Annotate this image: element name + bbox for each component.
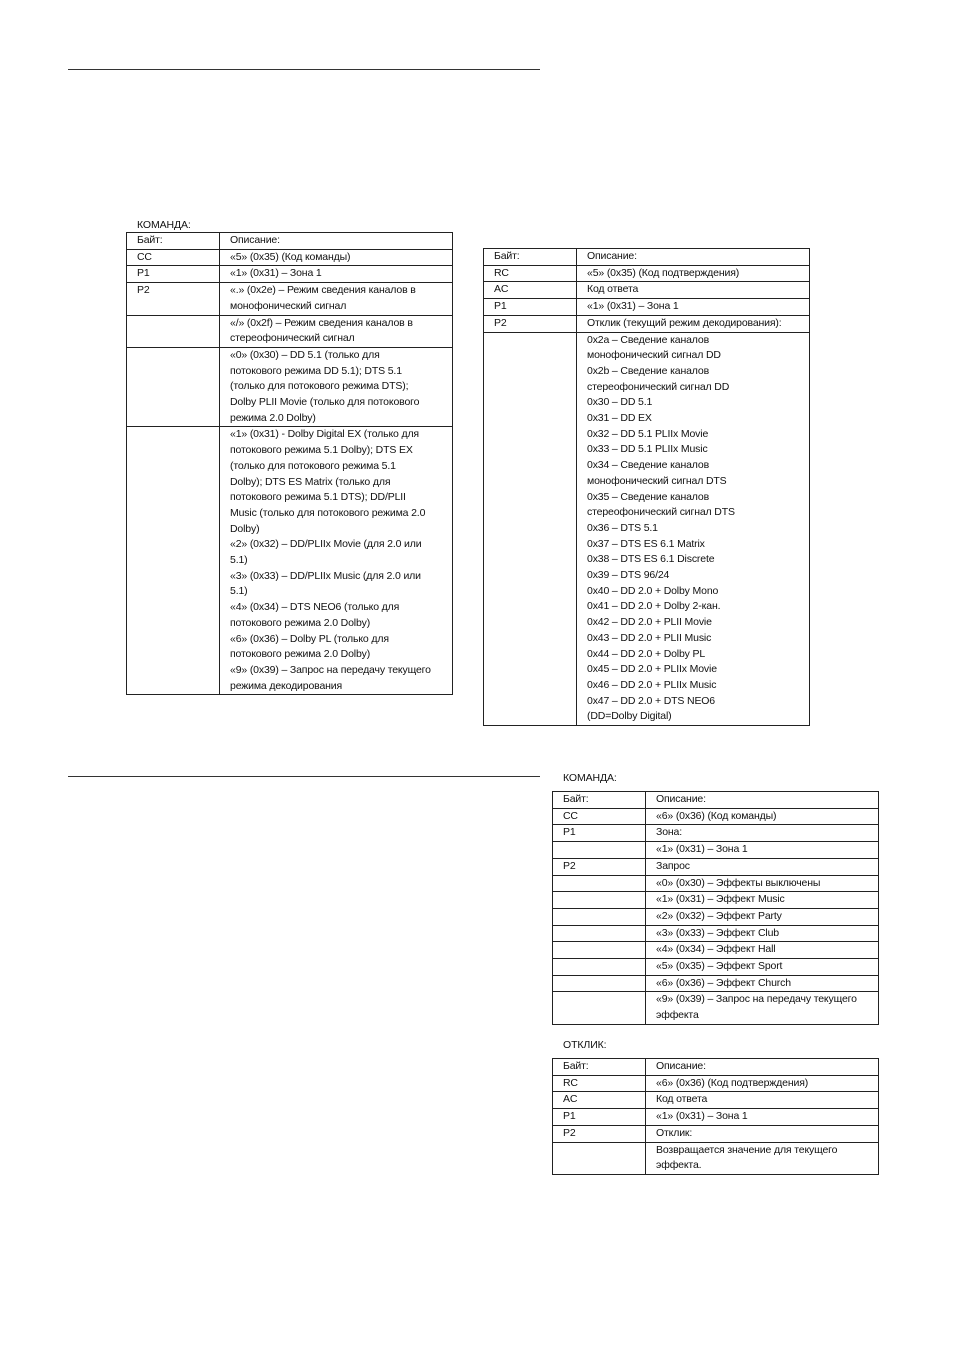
byte-cell: P1 [553, 1109, 646, 1126]
byte-cell [553, 1142, 646, 1174]
table-row [127, 233, 453, 250]
description-cell: «1» (0x31) – Зона 1 [220, 266, 453, 283]
byte-cell: AC [484, 282, 577, 299]
description-cell: «6» (0x36) (Код подтверждения) [646, 1075, 879, 1092]
table-row [127, 427, 453, 695]
description-cell: «1» (0x31) - Dolby Digital EX (только для потокового режима 5.1 Dolby); DTS EX (только для потокового режима 5.1 Dolby); DTS ES Matrix (только для потокового режима 5.1 DTS); DD/PLII Music (только для потокового режима 2.0 Dolby) «2» (0x32) – DD/PLIIx Movie (для 2.0 или 5.1) «3» (0x33) – DD/PLIIx Music (для 2.0 или 5.1) «4» (0x34) – DTS NEO6 (только для потокового режима 2.0 Dolby) «6» (0x36) – Dolby PL (только для потокового режима 2.0 Dolby) «9» (0x39) – Запрос на передачу текущего режима декодирования [220, 427, 453, 695]
description-cell: «4» (0x34) – Эффект Hall [646, 942, 879, 959]
byte-cell: RC [553, 1075, 646, 1092]
section-rule-middle [68, 776, 540, 777]
byte-cell [553, 992, 646, 1024]
byte-cell [553, 908, 646, 925]
table-row [553, 908, 879, 925]
description-cell: «5» (0x35) – Эффект Sport [646, 959, 879, 976]
byte-cell: AC [553, 1092, 646, 1109]
byte-cell: P2 [553, 858, 646, 875]
byte-cell [553, 892, 646, 909]
table-caption: ОТКЛИК: [563, 1039, 607, 1051]
description-cell: «3» (0x33) – Эффект Club [646, 925, 879, 942]
description-cell: «/» (0x2f) – Режим сведения каналов в стереофонический сигнал [220, 315, 453, 347]
description-cell: «.» (0x2e) – Режим сведения каналов в монофонический сигнал [220, 283, 453, 315]
byte-cell: Байт: [484, 249, 577, 266]
description-cell: «5» (0x35) (Код команды) [220, 249, 453, 266]
response-table-effects [552, 1058, 879, 1175]
table-row [484, 299, 810, 316]
description-cell: «1» (0x31) – Зона 1 [577, 299, 810, 316]
table-row [127, 249, 453, 266]
table-row [484, 249, 810, 266]
byte-cell: Байт: [553, 1059, 646, 1076]
table-row [553, 925, 879, 942]
byte-cell [553, 942, 646, 959]
table-row [553, 825, 879, 842]
description-cell: Описание: [220, 233, 453, 250]
description-cell: Запрос [646, 858, 879, 875]
byte-cell [127, 315, 220, 347]
table-row [553, 875, 879, 892]
table-caption: КОМАНДА: [137, 219, 191, 231]
table-row [553, 892, 879, 909]
description-cell: Возвращается значение для текущего эффекта. [646, 1142, 879, 1174]
byte-cell [484, 332, 577, 726]
byte-cell [553, 875, 646, 892]
description-cell: 0x2a – Сведение каналов монофонический сигнал DD 0x2b – Сведение каналов стереофонический сигнал DD 0x30 – DD 5.1 0x31 – DD EX 0x32 – DD 5.1 PLIIx Movie 0x33 – DD 5.1 PLIIx Music 0x34 – Сведение каналов монофонический сигнал DTS 0x35 – Сведение каналов стереофонический сигнал DTS 0x36 – DTS 5.1 0x37 – DTS ES 6.1 Matrix 0x38 – DTS ES 6.1 Discrete 0x39 – DTS 96/24 0x40 – DD 2.0 + Dolby Mono 0x41 – DD 2.0 + Dolby 2-кан. 0x42 – DD 2.0 + PLII Movie 0x43 – DD 2.0 + PLII Music 0x44 – DD 2.0 + Dolby PL 0x45 – DD 2.0 + PLIIx Movie 0x46 – DD 2.0 + PLIIx Music 0x47 – DD 2.0 + DTS NEO6 (DD=Dolby Digital) [577, 332, 810, 726]
byte-cell: P1 [553, 825, 646, 842]
description-cell: Описание: [646, 792, 879, 809]
table-row [127, 283, 453, 315]
byte-cell [127, 427, 220, 695]
description-cell: Описание: [577, 249, 810, 266]
byte-cell: P2 [484, 315, 577, 332]
description-cell: «2» (0x32) – Эффект Party [646, 908, 879, 925]
table-row [484, 332, 810, 726]
table-row [484, 315, 810, 332]
byte-cell [553, 842, 646, 859]
byte-cell: RC [484, 265, 577, 282]
byte-cell [553, 925, 646, 942]
table-row [127, 315, 453, 347]
description-cell: Код ответа [577, 282, 810, 299]
section-rule-top [68, 69, 540, 70]
description-cell: «5» (0x35) (Код подтверждения) [577, 265, 810, 282]
description-cell: «6» (0x36) – Эффект Church [646, 975, 879, 992]
table-caption: КОМАНДА: [563, 772, 617, 784]
table-row [553, 842, 879, 859]
description-cell: Отклик: [646, 1125, 879, 1142]
description-cell: «1» (0x31) – Зона 1 [646, 1109, 879, 1126]
byte-cell [553, 975, 646, 992]
description-cell: Код ответа [646, 1092, 879, 1109]
table-row [553, 808, 879, 825]
table-row [127, 266, 453, 283]
description-cell: «1» (0x31) – Эффект Music [646, 892, 879, 909]
description-cell: «6» (0x36) (Код команды) [646, 808, 879, 825]
table-row [553, 1142, 879, 1174]
table-row [484, 265, 810, 282]
description-cell: «0» (0x30) – DD 5.1 (только для потокового режима DD 5.1); DTS 5.1 (только для потокового режима DTS); Dolby PLII Movie (только для потокового режима 2.0 Dolby) [220, 347, 453, 427]
command-table-effects [552, 791, 879, 1025]
table-row [484, 282, 810, 299]
description-cell: Зона: [646, 825, 879, 842]
response-table-decoding [483, 248, 810, 726]
table-row [553, 959, 879, 976]
table-row [553, 942, 879, 959]
table-row [553, 1059, 879, 1076]
byte-cell [127, 347, 220, 427]
description-cell: «1» (0x31) – Зона 1 [646, 842, 879, 859]
table-row [553, 858, 879, 875]
byte-cell: P2 [127, 283, 220, 315]
byte-cell: Байт: [127, 233, 220, 250]
byte-cell: P2 [553, 1125, 646, 1142]
byte-cell [553, 959, 646, 976]
byte-cell: Байт: [553, 792, 646, 809]
command-table-decoding [126, 232, 453, 695]
byte-cell: CC [127, 249, 220, 266]
description-cell: Отклик (текущий режим декодирования): [577, 315, 810, 332]
table-row [553, 975, 879, 992]
description-cell: «0» (0x30) – Эффекты выключены [646, 875, 879, 892]
byte-cell: CC [553, 808, 646, 825]
table-row [553, 992, 879, 1024]
description-cell: «9» (0x39) – Запрос на передачу текущего эффекта [646, 992, 879, 1024]
table-row [553, 1109, 879, 1126]
byte-cell: P1 [127, 266, 220, 283]
table-row [553, 1092, 879, 1109]
table-row [553, 1075, 879, 1092]
table-row [127, 347, 453, 427]
byte-cell: P1 [484, 299, 577, 316]
table-row [553, 1125, 879, 1142]
description-cell: Описание: [646, 1059, 879, 1076]
table-row [553, 792, 879, 809]
